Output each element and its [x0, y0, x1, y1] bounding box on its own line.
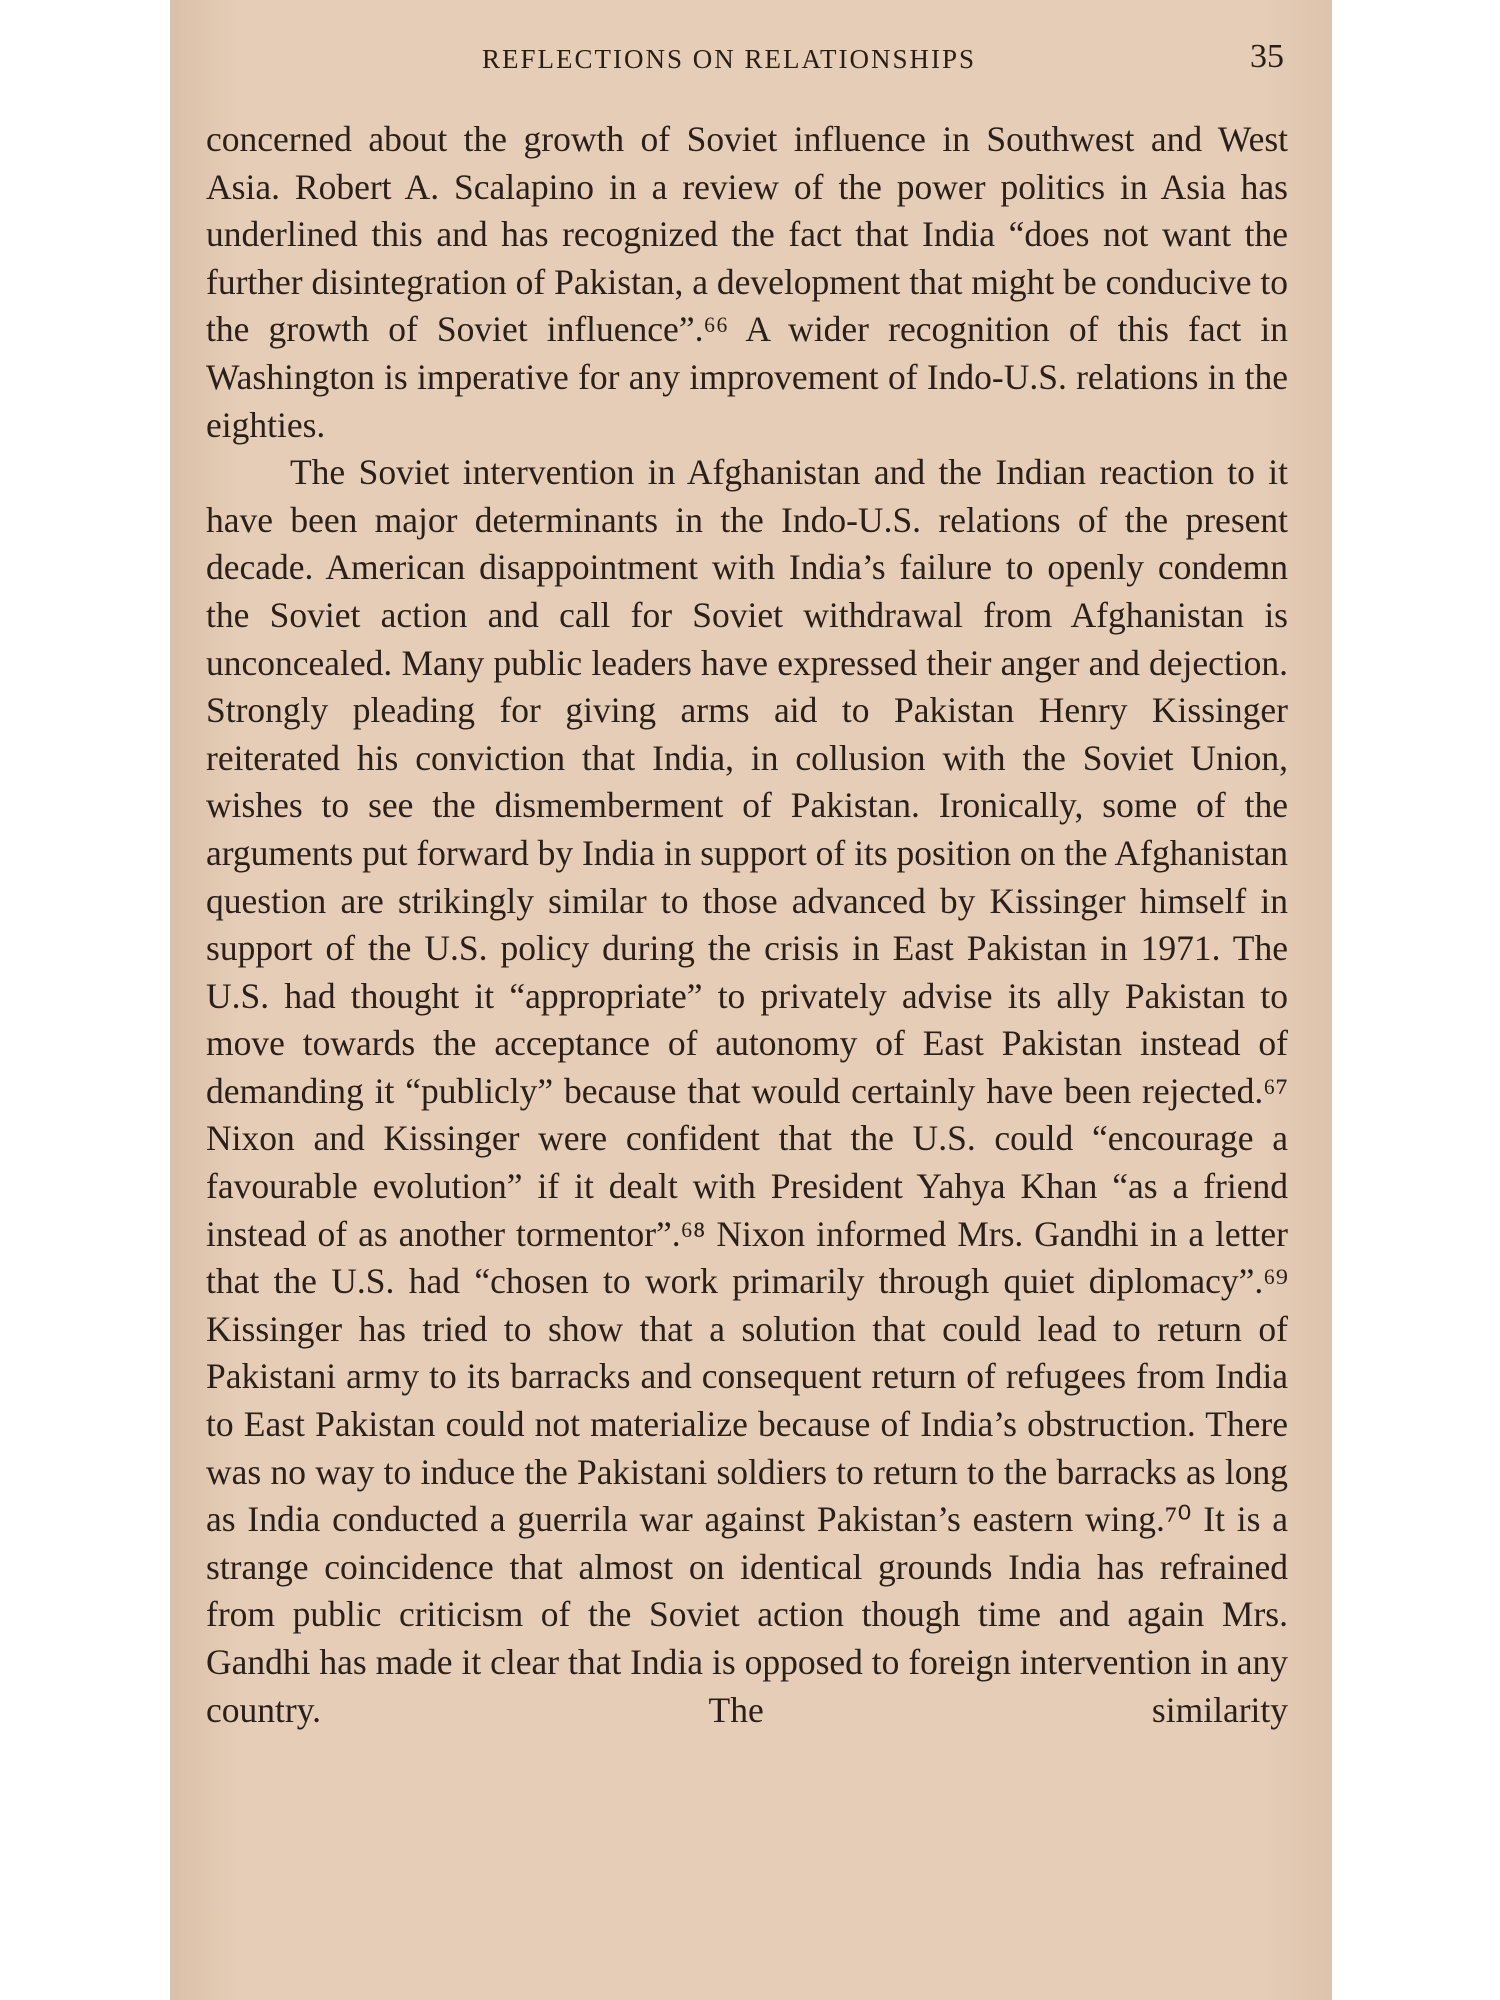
body-text [206, 116, 1288, 1734]
running-title: REFLECTIONS ON RELATIONSHIPS [482, 44, 977, 74]
book-page [170, 0, 1332, 2000]
paragraph-1: concerned about the growth of Soviet influence in Southwest and West Asia. Robert A. Scalapino in a review of the power politics in Asia has underlined this and has recognized the fact that India “does not want the further disintegration of Pakistan, a development that might be conducive to the growth of Soviet influence”.⁶⁶ A wider recognition of this fact in Washington is imperative for any improvement of Indo-U.S. relations in the eighties. [206, 119, 1288, 445]
page-number: 35 [1250, 38, 1284, 75]
running-head [170, 40, 1332, 80]
paragraph-2: The Soviet intervention in Afghanistan and the Indian reaction to it have been major determinants in the Indo-U.S. relations of the present decade. American disappointment with India’s failure to openly condemn the Soviet action and call for Soviet withdrawal from Afghanistan is unconcealed. Many public leaders have expressed their anger and dejection. Strongly pleading for giving arms aid to Pakistan Henry Kissinger reiterated his conviction that India, in collusion with the Soviet Union, wishes to see the dismemberment of Pakistan. Ironically, some of the arguments put forward by India in support of its position on the Afghanistan question are strikingly similar to those advanced by Kissinger himself in support of the U.S. policy during the crisis in East Pakistan in 1971. The U.S. had thought it “appropriate” to privately advise its ally Pakistan to move towards the acceptance of autonomy of East Pakistan instead of demanding it “publicly” because that would certainly have been rejected.⁶⁷ Nixon and Kissinger were confident that the U.S. could “encourage a favourable evolution” if it dealt with President Yahya Khan “as a friend instead of as another tormentor”.⁶⁸ Nixon informed Mrs. Gandhi in a letter that the U.S. had “chosen to work primarily through quiet diplomacy”.⁶⁹ Kissinger has tried to show that a solution that could lead to return of Pakistani army to its barracks and consequent return of refugees from India to East Pakistan could not materialize because of India’s obstruction. There was no way to induce the Pakistani soldiers to return to the barracks as long as India conducted a guerrila war against Pakistan’s eastern wing.⁷⁰ It is a strange coincidence that almost on identical grounds India has refrained from public criticism of the Soviet action though time and again Mrs. Gandhi has made it clear that India is opposed to foreign intervention in any country. The similarity [206, 452, 1288, 1730]
